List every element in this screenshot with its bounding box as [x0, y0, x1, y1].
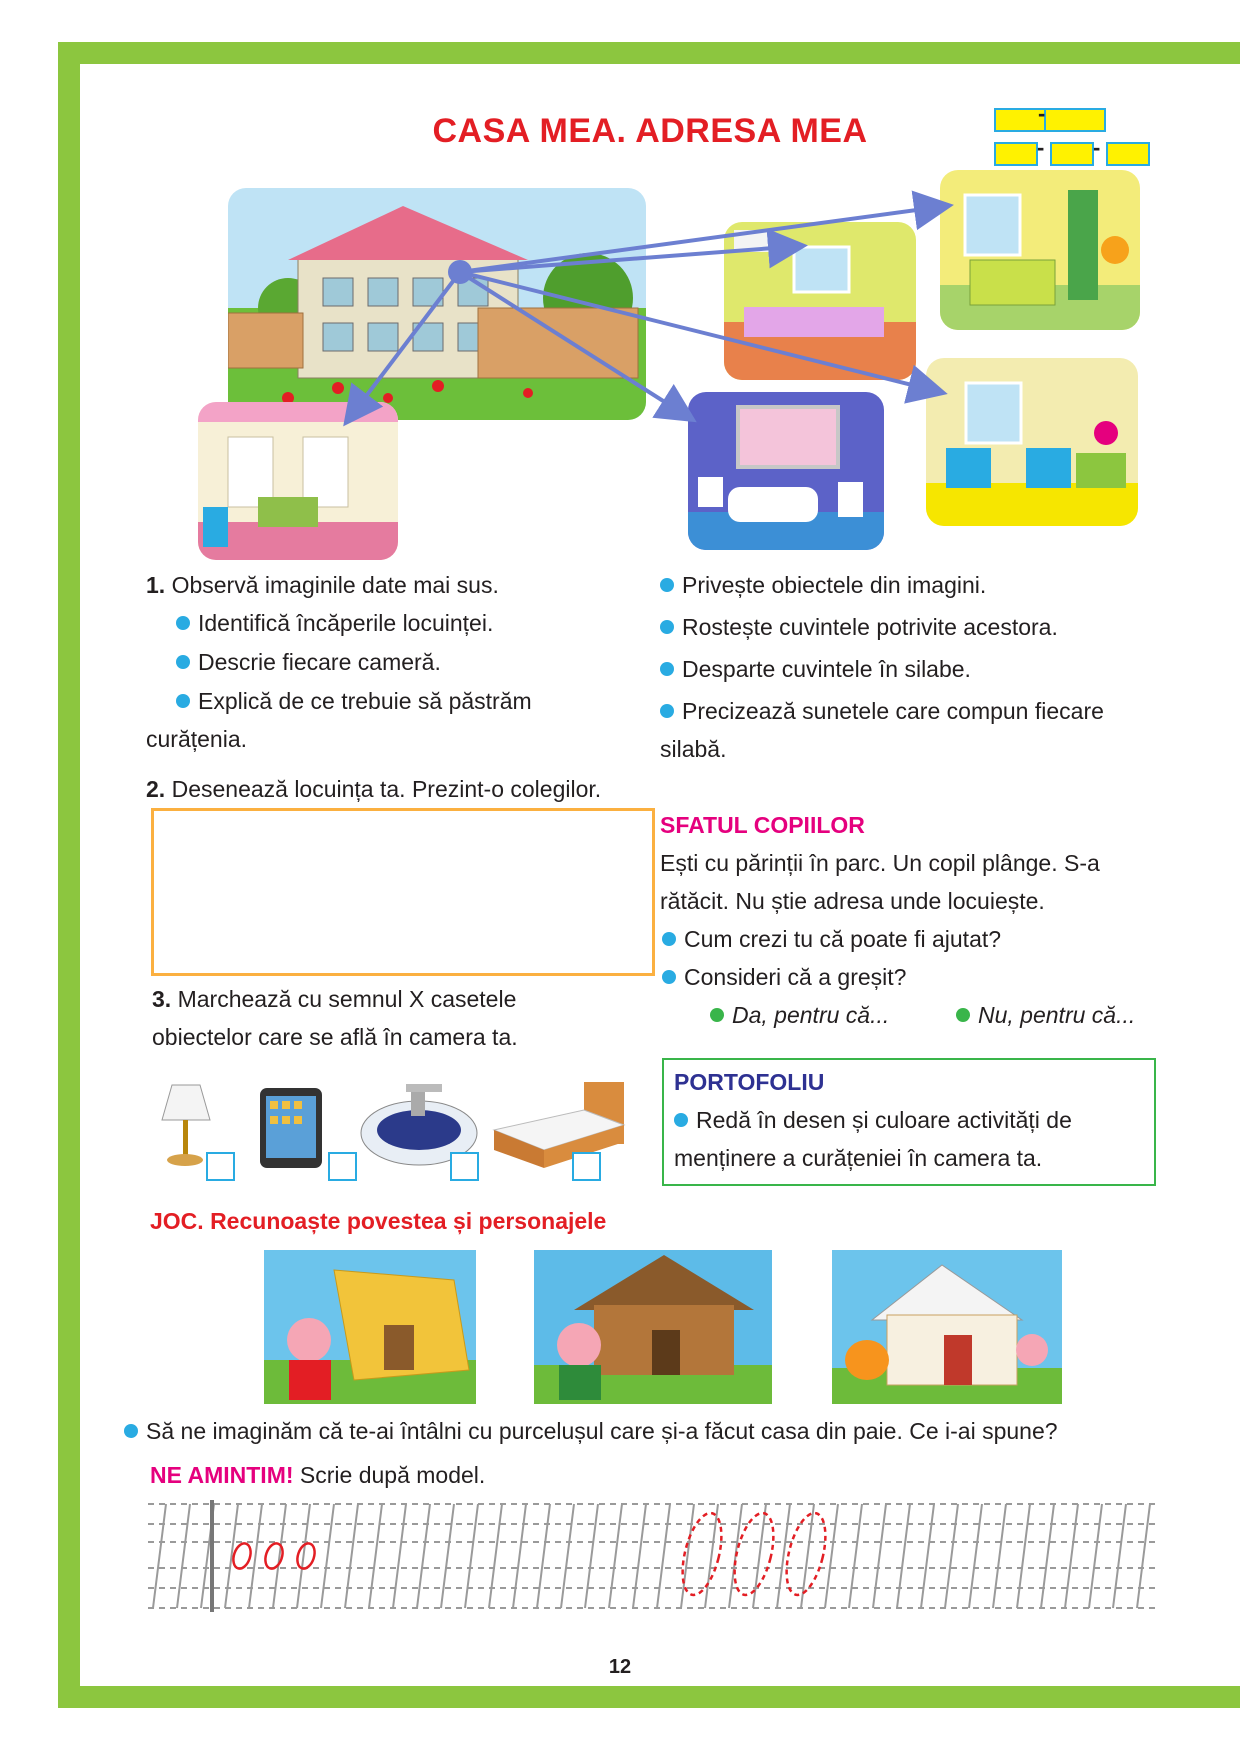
room-arrows	[0, 0, 1240, 620]
sfat-line: rătăcit. Nu știe adresa unde locuiește.	[660, 888, 1045, 914]
sfat-question: Cum crezi tu că poate fi ajutat?	[662, 920, 1001, 958]
bullet-dot	[662, 970, 676, 984]
game-question: Să ne imaginăm că te-ai întâlni cu purcelușul care și-a făcut casa din paie. Ce i-ai spune?	[124, 1412, 1058, 1450]
bullet-dot	[176, 655, 190, 669]
bullet-dot	[660, 578, 674, 592]
exercise-1-number: 1.	[146, 572, 166, 598]
straw-house-illustration	[264, 1250, 476, 1404]
writing-instruction	[150, 1456, 485, 1494]
syllable-dash: -	[1093, 135, 1101, 160]
tablet-checkbox[interactable]	[328, 1152, 357, 1181]
page-number: 12	[608, 1656, 632, 1678]
bullet-dot	[710, 1008, 724, 1022]
page-title: CASA MEA. ADRESA MEA	[432, 112, 868, 150]
bullet-dot	[674, 1113, 688, 1127]
sfat-heading: SFATUL COPIILOR	[660, 812, 865, 838]
bullet-continuation: curățenia.	[146, 726, 248, 752]
brick-house-illustration	[832, 1250, 1062, 1404]
page-frame-bottom	[58, 1686, 1240, 1708]
writing-text: Scrie după model.	[299, 1462, 486, 1488]
bullet-dot	[176, 616, 190, 630]
bullet-item: Privește obiectele din imagini.	[660, 566, 986, 604]
bullet-dot	[662, 932, 676, 946]
sfat-option-no: Nu, pentru că...	[956, 996, 1135, 1034]
exercise-1-text: Observă imaginile date mai sus.	[171, 572, 499, 598]
portofoliu-heading: PORTOFOLIU	[674, 1069, 825, 1095]
bullet-item: Precizează sunetele care compun fiecare	[660, 692, 1104, 730]
bullet-item: Descrie fiecare cameră.	[176, 643, 441, 681]
sfat-question: Consideri că a greșit?	[662, 958, 906, 996]
bullet-dot	[176, 694, 190, 708]
bullet-dot	[660, 662, 674, 676]
wood-house-illustration	[534, 1250, 772, 1404]
lamp-checkbox[interactable]	[206, 1152, 235, 1181]
bed-checkbox[interactable]	[572, 1152, 601, 1181]
sink-checkbox[interactable]	[450, 1152, 479, 1181]
drawing-box[interactable]	[151, 808, 655, 976]
exercise-3	[152, 980, 516, 1018]
portofoliu-text: Redă în desen și culoare activități de	[674, 1101, 1072, 1139]
bullet-item: Explică de ce trebuie să păstrăm	[176, 682, 532, 720]
exercise-3-text: obiectelor care se află în camera ta.	[152, 1024, 518, 1050]
bullet-dot	[660, 704, 674, 718]
bullet-dot	[956, 1008, 970, 1022]
game-heading: JOC. Recunoaște povestea și personajele	[150, 1208, 607, 1234]
exercise-3-text: Marchează cu semnul X casetele	[177, 986, 517, 1012]
tablet-icon	[258, 1086, 324, 1170]
bed-icon	[484, 1080, 638, 1172]
exercise-2	[146, 770, 601, 808]
exercise-1	[146, 566, 499, 604]
sfat-line: Ești cu părinții în parc. Un copil plânge. S-a	[660, 850, 1100, 876]
handwriting-lines[interactable]	[148, 1496, 1158, 1616]
syllable-dash: -	[1037, 135, 1045, 160]
sfat-option-yes: Da, pentru că...	[710, 996, 889, 1034]
bullet-item: Desparte cuvintele în silabe.	[660, 650, 971, 688]
bullet-dot	[660, 620, 674, 634]
bullet-dot	[124, 1424, 138, 1438]
exercise-2-text: Desenează locuința ta. Prezint-o colegilor.	[171, 776, 602, 802]
exercise-3-number: 3.	[152, 986, 172, 1012]
writing-label: NE AMINTIM!	[150, 1462, 294, 1488]
syllable-dash: -	[1038, 101, 1046, 126]
exercise-2-number: 2.	[146, 776, 166, 802]
bullet-item: Rostește cuvintele potrivite acestora.	[660, 608, 1058, 646]
bullet-continuation: silabă.	[660, 736, 727, 762]
portofoliu-text: menținere a curățeniei în camera ta.	[674, 1145, 1043, 1171]
bullet-item: Identifică încăperile locuinței.	[176, 604, 493, 642]
